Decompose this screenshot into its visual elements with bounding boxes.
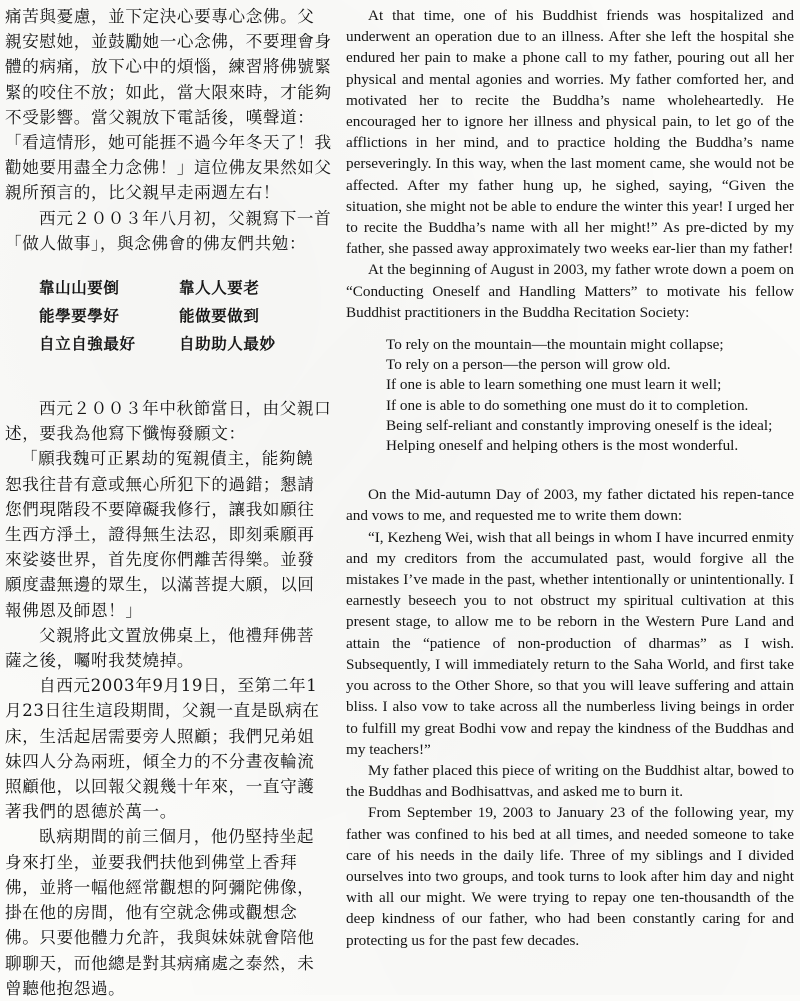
text-line: 曾聽他抱怨過。 xyxy=(5,978,126,998)
en-paragraph-altar: My father placed this piece of writing on the Buddhist altar, bowed to the Buddhas and Bodhisattvas, and asked me to burn it. xyxy=(346,761,794,801)
poem-line: Being self-reliant and constantly improving oneself is the ideal; xyxy=(386,416,773,434)
text-line: 述，要我為他寫下懺悔發願文： xyxy=(5,424,246,444)
english-column xyxy=(346,5,794,951)
text-line: 西元２００３年八月初，父親寫下一首 xyxy=(39,208,332,228)
cn-paragraph-friend xyxy=(5,4,332,206)
cn-paragraph-altar xyxy=(5,623,325,673)
text-line: 佛。只要他體力允許，我與妹妹就會陪他 xyxy=(5,928,315,948)
text-line: 勸她要用盡全力念佛！」這位佛友果然如父 xyxy=(5,158,332,178)
text-line: 「做人做事」，與念佛會的佛友們共勉： xyxy=(5,233,307,253)
text-line: 痛苦與憂慮，並下定決心要專心念佛。父 xyxy=(5,7,315,26)
en-paragraph-midautumn: On the Mid-autumn Day of 2003, my father dictated his repen-tance and vows to me, and requested me to write them down: xyxy=(346,486,794,525)
poem-line xyxy=(39,330,325,358)
text-line: 佛，並將一幅他經常觀想的阿彌陀佛像， xyxy=(5,877,315,897)
poem-line xyxy=(39,302,325,330)
en-paragraph-friend: At that time, one of his Buddhist friends was hospitalized and underwent an operation due to an illness. After she left the hospital she endured her pain to make a phone call to my father, pouring out all her physical and mental agonies and worries. My father comforted her, and motivated her to recite the Buddha’s name wholeheartedly. He encouraged her to ignore her illness and physical pain, to let go of the afflictions in her mind, and to practice holding the Buddha’s name perseveringly. In this way, when the last moment came, she would not be affected. After my father hung up, he sighed, saying, “Given the situation, she might not be able to endure the winter this year! I urged her to recite the Buddha’s name with all her might!” As pre-dicted by my father, she passed away approximately two weeks ear-lier than my father! xyxy=(346,7,794,258)
poem-phrase: 靠山山要倒 xyxy=(39,278,120,298)
text-line: 來娑婆世界，首先度你們離苦得樂。並發 xyxy=(5,550,315,570)
en-paragraph-bedridden: From September 19, 2003 to January 23 of the following year, my father was confined to his bed at all times, and needed someone to take care of his needs in the daily life. Three of my siblings and I divided ourselves into two groups, and took turns to look after him day and night with all our might. We were trying to repay one ten-thousandth of the deep kindness of our father, who had been constantly caring for and protecting us for the past few decades. xyxy=(346,804,794,949)
text-line: 生西方淨土，證得無生法忍，即刻乘願再 xyxy=(5,525,315,545)
poem-phrase: 能學要學好 xyxy=(39,306,120,326)
cn-paragraph-poem-intro xyxy=(5,206,332,256)
text-line: 床，生活起居需要旁人照顧；我們兄弟姐 xyxy=(5,726,315,746)
text-line: 恕我往昔有意或無心所犯下的過錯；懇請 xyxy=(5,474,315,494)
en-paragraph-poem-intro: At the beginning of August in 2003, my father wrote down a poem on “Conducting Oneself and Handling Matters” to motivate his fellow Buddhist practitioners in the Buddha Recitation Society: xyxy=(346,261,794,321)
text-line: 「看這情形，她可能捱不過今年冬天了！我 xyxy=(5,133,332,153)
text-line: 不受影響。當父親放下電話後，嘆聲道： xyxy=(5,107,315,127)
en-paragraph-vow: “I, Kezheng Wei, wish that all beings in whom I have incurred enmity and my creditors from the accumulated past, would forgive all the mistakes I’ve made in the past, whether intentionally or unintentionally. I earnestly beseech you to not obstruct my spiritual cultivation at this present stage, to allow me to be reborn in the Western Pure Land and attain the “patience of non-production of dharmas” as I wish. Subsequently, I will immediately return to the Saha World, and first take you across to the Other Shore, so that you will leave suffering and attain bliss. I also vow to take across all the numberless living beings in order to fulfill my great Bodhi vow and repay the kindness of the Buddhas and my teachers!” xyxy=(346,528,794,758)
poem-line: To rely on the mountain—the mountain might collapse; xyxy=(386,336,724,354)
text-line: 緊的咬住不放；如此，當大限來時，才能夠 xyxy=(5,82,332,102)
text-line: 月23日往生這段期間，父親一直是臥病在 xyxy=(5,701,320,721)
text-line: 西元２００３年中秋節當日，由父親口 xyxy=(39,399,332,419)
poem-phrase: 自助助人最妙 xyxy=(179,334,276,354)
text-line: 自西元2003年9月19日，至第二年1 xyxy=(39,676,318,696)
text-line: 照顧他，以回報父親幾十年來，一直守護 xyxy=(5,777,315,797)
text-line: 聊聊天，而他總是對其病痛處之泰然，未 xyxy=(5,953,315,973)
poem-line: To rely on a person—the person will grow old. xyxy=(386,356,671,374)
text-line: 薩之後，囑咐我焚燒掉。 xyxy=(5,651,195,671)
poem-phrase: 能做要做到 xyxy=(179,306,260,326)
cn-poem xyxy=(39,274,325,358)
text-line: 親安慰她，並鼓勵她一心念佛，不要理會身 xyxy=(5,32,332,52)
poem-line: Helping oneself and helping others is the most wonderful. xyxy=(386,437,739,455)
text-line: 著我們的恩德於萬一。 xyxy=(5,802,177,822)
text-line: 親所預言的，比父親早走兩週左右！ xyxy=(5,183,281,203)
text-line: 「願我魏可正累劫的冤親債主，能夠饒 xyxy=(21,449,314,469)
text-line: 您們現階段不要障礙我修行，讓我如願往 xyxy=(5,499,315,519)
text-line: 臥病期間的前三個月，他仍堅持坐起 xyxy=(39,827,315,847)
en-poem xyxy=(386,335,794,456)
cn-paragraph-midautumn xyxy=(5,396,332,446)
cn-paragraph-bedridden xyxy=(5,673,325,824)
text-line: 身來打坐，並要我們扶他到佛堂上香拜 xyxy=(5,852,298,872)
poem-phrase: 靠人人要老 xyxy=(179,278,260,298)
text-line: 報佛恩及師恩！」 xyxy=(5,600,143,620)
poem-line xyxy=(39,274,325,302)
text-line: 體的病痛，放下心中的煩惱，練習將佛號緊 xyxy=(5,57,332,77)
poem-phrase: 自立自強最好 xyxy=(39,334,136,354)
cn-paragraph-vow xyxy=(5,446,325,622)
text-line: 掛在他的房間，他有空就念佛或觀想念 xyxy=(5,903,298,923)
text-line: 願度盡無邊的眾生，以滿菩提大願，以回 xyxy=(5,575,315,595)
cn-paragraph-meditation xyxy=(5,824,325,1000)
text-line: 父親將此文置放佛桌上，他禮拜佛菩 xyxy=(39,625,315,645)
text-line: 妹四人分為兩班，傾全力的不分晝夜輪流 xyxy=(5,751,315,771)
chinese-column xyxy=(5,4,332,1001)
poem-line: If one is able to learn something one must learn it well; xyxy=(386,376,722,394)
poem-line: If one is able to do something one must do it to completion. xyxy=(386,396,749,414)
